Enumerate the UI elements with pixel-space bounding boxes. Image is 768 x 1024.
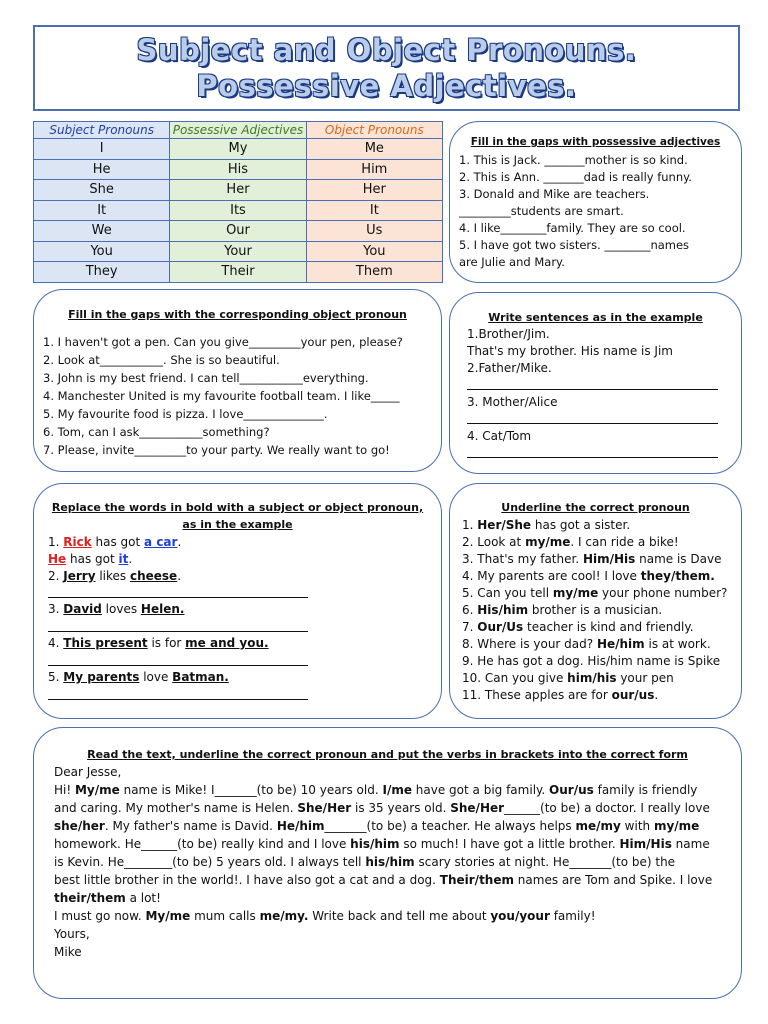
underline-exercise-title: Underline the correct pronoun bbox=[501, 501, 690, 514]
exercise-item: 11. These apples are for our/us. bbox=[462, 688, 659, 702]
table-cell: It bbox=[34, 200, 170, 221]
exercise-item: _________students are smart. bbox=[459, 204, 624, 218]
table-row bbox=[34, 221, 443, 242]
exercise-item: 1. Her/She has got a sister. bbox=[462, 518, 631, 532]
letter-line: is Kevin. He________(to be) 5 years old. I always tell his/him scary stories at night. He_______(to be) the bbox=[54, 855, 676, 869]
exercise-item: 4. Cat/Tom bbox=[467, 429, 532, 443]
object-pronoun-exercise-title: Fill in the gaps with the corresponding object pronoun bbox=[68, 308, 407, 321]
replace-exercise-title-1: Replace the words in bold with a subject or object pronoun, bbox=[51, 501, 424, 514]
table-cell: Their bbox=[170, 262, 306, 283]
exercise-item: 6. His/him brother is a musician. bbox=[462, 603, 663, 617]
exercise-item: 7. Our/Us teacher is kind and friendly. bbox=[462, 620, 694, 634]
letter-line: homework. He______(to be) really kind and I love his/him so much! I have got a little brother. Him/His name bbox=[54, 837, 710, 851]
exercise-item: 3. Mother/Alice bbox=[467, 395, 558, 409]
answer-line bbox=[48, 665, 308, 666]
exercise-item: 9. He has got a dog. His/him name is Spike bbox=[462, 654, 721, 668]
answer-line bbox=[467, 457, 718, 458]
table-cell: They bbox=[34, 262, 170, 283]
exercise-item: are Julie and Mary. bbox=[459, 255, 565, 269]
write-sentences-title: Write sentences as in the example bbox=[488, 311, 703, 324]
table-cell: Her bbox=[306, 180, 442, 201]
exercise-item: 3. John is my best friend. I can tell___________everything. bbox=[43, 371, 369, 385]
table-cell: Us bbox=[306, 221, 442, 242]
exercise-item: 4. Manchester United is my favourite football team. I like_____ bbox=[43, 389, 400, 403]
letter-line: Dear Jesse, bbox=[54, 765, 122, 779]
example-sentence-1: 1. Rick has got a car. bbox=[48, 535, 182, 549]
exercise-item: 1. I haven't got a pen. Can you give_________your pen, please? bbox=[43, 335, 403, 349]
page-title-line-2: Possessive Adjectives. bbox=[196, 69, 577, 103]
exercise-item: 2. Look at my/me. I can ride a bike! bbox=[462, 535, 679, 549]
table-cell: He bbox=[34, 159, 170, 180]
letter-line: she/her. My father's name is David. He/him_______(to be) a teacher. He always helps me/my with my/me bbox=[54, 819, 700, 833]
exercise-item: 10. Can you give him/his your pen bbox=[462, 671, 674, 685]
title-box bbox=[33, 25, 740, 111]
exercise-item: 4. My parents are cool! I love they/them. bbox=[462, 569, 715, 583]
table-cell: She bbox=[34, 180, 170, 201]
underline-exercise-box bbox=[449, 483, 742, 719]
pronoun-table bbox=[33, 121, 443, 283]
exercise-item: 3. David loves Helen. bbox=[48, 602, 185, 616]
table-row bbox=[34, 180, 443, 201]
reading-exercise-title: Read the text, underline the correct pronoun and put the verbs in brackets into the correct form bbox=[87, 748, 688, 761]
answer-line bbox=[48, 631, 308, 632]
example-sentence-2: He has got it. bbox=[48, 552, 133, 566]
table-cell: We bbox=[34, 221, 170, 242]
table-row bbox=[34, 159, 443, 180]
exercise-item: 3. Donald and Mike are teachers. bbox=[459, 187, 650, 201]
table-cell: You bbox=[34, 241, 170, 262]
answer-line bbox=[48, 597, 308, 598]
letter-line: and caring. My mother's name is Helen. She/Her is 35 years old. She/Her______(to be) a doctor. I really love bbox=[54, 801, 710, 815]
table-cell: Her bbox=[170, 180, 306, 201]
write-sentences-box bbox=[449, 292, 742, 474]
table-row bbox=[34, 241, 443, 262]
replace-exercise-title-2: as in the example bbox=[182, 518, 293, 531]
letter-line: Mike bbox=[54, 945, 82, 959]
exercise-item: 7. Please, invite_________to your party. We really want to go! bbox=[43, 443, 390, 457]
table-row bbox=[34, 200, 443, 221]
answer-line bbox=[467, 423, 718, 424]
table-row bbox=[34, 262, 443, 283]
exercise-item: 5. My parents love Batman. bbox=[48, 670, 229, 684]
exercise-item: 1.Brother/Jim. bbox=[467, 327, 550, 341]
exercise-item: 6. Tom, can I ask___________something? bbox=[43, 425, 270, 439]
table-cell: My bbox=[170, 139, 306, 160]
exercise-item: 8. Where is your dad? He/him is at work. bbox=[462, 637, 711, 651]
table-cell: I bbox=[34, 139, 170, 160]
table-cell: You bbox=[306, 241, 442, 262]
letter-line: Yours, bbox=[54, 927, 90, 941]
exercise-item: 5. I have got two sisters. ________names bbox=[459, 238, 690, 252]
exercise-item: 3. That's my father. Him/His name is Dave bbox=[462, 552, 722, 566]
table-cell: It bbox=[306, 200, 442, 221]
exercise-item: 2. This is Ann. _______dad is really funny. bbox=[459, 170, 692, 184]
table-cell: Your bbox=[170, 241, 306, 262]
possessive-exercise-box bbox=[449, 121, 742, 283]
letter-line: Hi! My/me name is Mike! I_______(to be) 10 years old. I/me have got a big family. Our/us family is friendly bbox=[54, 783, 698, 797]
object-pronoun-exercise-box bbox=[33, 289, 442, 472]
exercise-item: 5. My favourite food is pizza. I love______________. bbox=[43, 407, 328, 421]
exercise-item: 4. This present is for me and you. bbox=[48, 636, 269, 650]
table-cell: Its bbox=[170, 200, 306, 221]
letter-line: best little brother in the world!. I have also got a cat and a dog. Their/them names are Tom and Spike. I love bbox=[54, 873, 713, 887]
exercise-item: 4. I like________family. They are so cool. bbox=[459, 221, 686, 235]
table-cell: Me bbox=[306, 139, 442, 160]
possessive-exercise-title: Fill in the gaps with possessive adjectives bbox=[470, 136, 721, 148]
exercise-item: 1. This is Jack. _______mother is so kind. bbox=[459, 153, 688, 167]
table-cell: His bbox=[170, 159, 306, 180]
table-cell: Him bbox=[306, 159, 442, 180]
exercise-item: 2. Jerry likes cheese. bbox=[48, 569, 182, 583]
exercise-item: That's my brother. His name is Jim bbox=[467, 344, 673, 358]
exercise-item: 2. Look at___________. She is so beautiful. bbox=[43, 353, 280, 367]
page-title-line-1: Subject and Object Pronouns. bbox=[136, 33, 637, 67]
letter-line: I must go now. My/me mum calls me/my. Write back and tell me about you/your family! bbox=[54, 909, 596, 923]
pronoun-table-header bbox=[34, 122, 443, 139]
header-possessive-adjectives: Possessive Adjectives bbox=[170, 122, 306, 139]
table-row bbox=[34, 139, 443, 160]
exercise-item: 2.Father/Mike. bbox=[467, 361, 552, 375]
replace-exercise-box bbox=[33, 483, 442, 719]
header-subject-pronouns: Subject Pronouns bbox=[34, 122, 170, 139]
exercise-item: 5. Can you tell my/me your phone number? bbox=[462, 586, 728, 600]
answer-line bbox=[48, 699, 308, 700]
header-object-pronouns: Object Pronouns bbox=[306, 122, 442, 139]
table-cell: Them bbox=[306, 262, 442, 283]
letter-line: their/them a lot! bbox=[54, 891, 161, 905]
table-cell: Our bbox=[170, 221, 306, 242]
answer-line bbox=[467, 389, 718, 390]
